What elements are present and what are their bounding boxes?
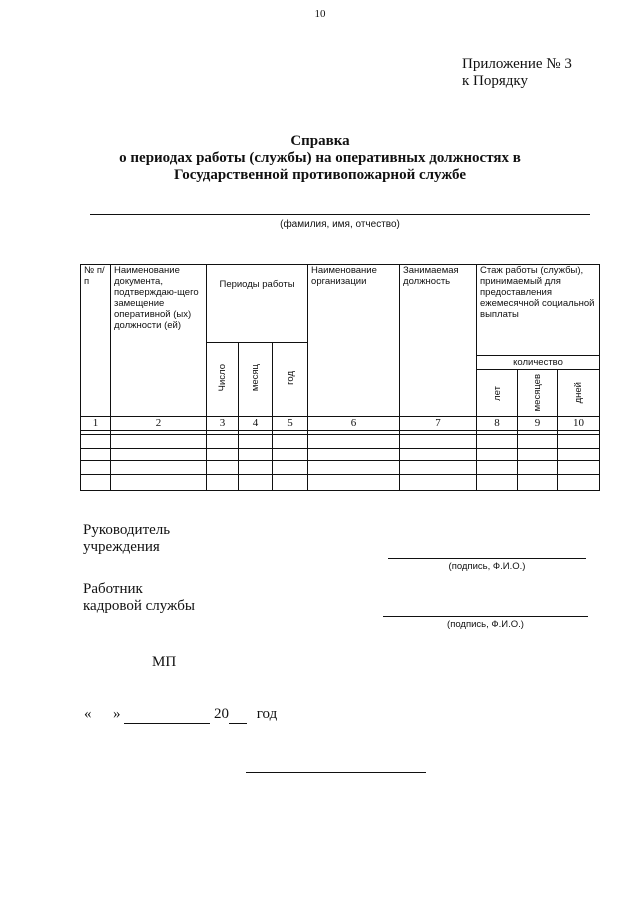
- page-number: 10: [314, 8, 326, 20]
- appendix-reference: [462, 56, 572, 90]
- hr-signature-caption: (подпись, Ф.И.О.): [447, 619, 524, 630]
- header-months: месяцев: [518, 370, 558, 416]
- col-number: 6: [308, 417, 400, 431]
- title-line-1: Справка: [290, 133, 350, 149]
- date-quote-close: »: [113, 706, 121, 722]
- table-row: [81, 449, 600, 461]
- header-quantity-group: [477, 356, 600, 417]
- col-number: 4: [239, 417, 273, 431]
- header-years: лет: [477, 370, 518, 416]
- header-organization: Наименование организации: [308, 265, 400, 417]
- head-signature-line: [388, 558, 586, 559]
- head-signature-label: [83, 522, 170, 556]
- hr-signature-line: [383, 616, 588, 617]
- hr-label-line-2: кадровой службы: [83, 598, 195, 614]
- col-number: 5: [273, 417, 308, 431]
- header-days: дней: [573, 382, 585, 404]
- col-number: 9: [518, 417, 558, 431]
- date-month-blank: [124, 706, 210, 724]
- fio-caption: (фамилия, имя, отчество): [280, 219, 400, 230]
- fio-field-line: [90, 214, 590, 215]
- column-number-row: [81, 417, 600, 431]
- header-service-length: Стаж работы (службы), принимаемый для предоставления ежемесячной социальной выплаты: [477, 265, 600, 356]
- date-field: [84, 706, 277, 724]
- header-document: Наименование документа, подтверждаю-щего замещение оперативной (ых) должности (ей): [111, 265, 207, 417]
- header-month-label: месяц: [250, 364, 261, 392]
- table-row: [81, 435, 600, 449]
- date-quote-open: «: [84, 706, 92, 722]
- header-month: [239, 343, 273, 417]
- table-row: [81, 475, 600, 491]
- document-title: [0, 133, 640, 184]
- header-position: Занимаемая должность: [400, 265, 477, 417]
- col-number: 8: [477, 417, 518, 431]
- title-line-2: о периодах работы (службы) на оперативных должностях в: [119, 150, 521, 166]
- hr-label-line-1: Работник: [83, 581, 143, 597]
- header-year: [273, 343, 308, 417]
- col-number: 3: [207, 417, 239, 431]
- col-number: 10: [558, 417, 600, 431]
- hr-signature-label: [83, 581, 195, 615]
- header-quantity: количество: [477, 356, 599, 370]
- date-year-word: год: [256, 706, 278, 722]
- col-number: 2: [111, 417, 207, 431]
- header-num: № п/п: [81, 265, 111, 417]
- head-label-line-2: учреждения: [83, 539, 160, 555]
- appendix-line-1: Приложение № 3: [462, 56, 572, 72]
- head-signature-caption: (подпись, Ф.И.О.): [448, 561, 526, 572]
- col-number: 1: [81, 417, 111, 431]
- header-year-label: год: [284, 371, 296, 385]
- appendix-line-2: к Порядку: [462, 73, 528, 89]
- header-periods: Периоды работы: [207, 265, 308, 343]
- stamp-place: МП: [152, 654, 177, 670]
- title-line-3: Государственной противопожарной службе: [174, 167, 466, 183]
- header-day-label: Число: [217, 364, 228, 392]
- date-year-blank: [229, 706, 247, 724]
- table-row: [81, 461, 600, 475]
- date-century: 20: [214, 706, 229, 722]
- work-periods-table: [80, 264, 600, 491]
- bottom-line: [246, 772, 426, 773]
- col-number: 7: [400, 417, 477, 431]
- header-day: [207, 343, 239, 417]
- head-label-line-1: Руководитель: [83, 522, 171, 538]
